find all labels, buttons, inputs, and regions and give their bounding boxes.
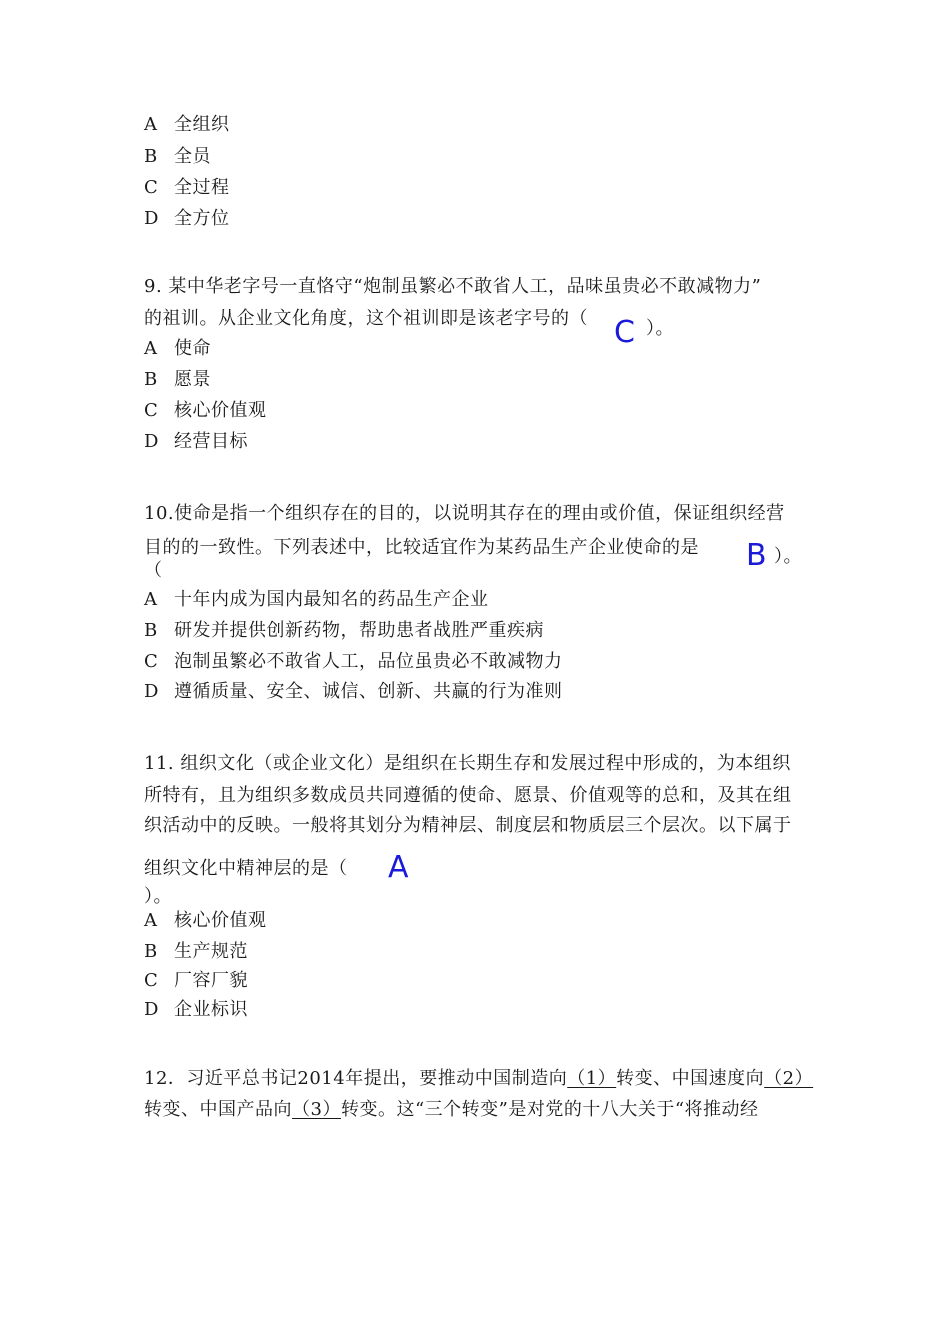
option-text: 核心价值观 (174, 910, 267, 931)
option-text: 遵循质量、安全、诚信、创新、共赢的行为准则 (174, 681, 563, 702)
q11-stem-line1: 11. 组织文化（或企业文化）是组织在长期生存和发展过程中形成的，为本组织 (144, 753, 791, 774)
q8-option-a (144, 114, 230, 136)
q9-handwritten-answer: C (614, 315, 635, 350)
q9-stem-line2-end: ）。 (646, 318, 674, 339)
q8-option-c (144, 177, 230, 199)
option-text: 生产规范 (174, 941, 248, 962)
option-letter: B (144, 146, 158, 167)
option-letter: A (144, 338, 158, 359)
option-text: 愿景 (174, 369, 211, 390)
q10-option-c (144, 651, 563, 673)
option-letter: B (144, 620, 158, 641)
q10-option-b (144, 620, 544, 642)
option-letter: C (144, 970, 159, 991)
q9-option-c (144, 400, 267, 422)
option-text: 全员 (174, 146, 211, 167)
option-text: 核心价值观 (174, 400, 267, 421)
q12-stem-line2 (144, 1099, 759, 1121)
q11-option-d (144, 999, 248, 1021)
option-text: 全方位 (174, 208, 230, 229)
q10-option-d (144, 681, 563, 703)
q11-handwritten-answer: A (388, 850, 409, 885)
q12-text: 12．习近平总书记2014年提出，要推动中国制造向 (144, 1068, 568, 1089)
q12-blank-1: （1） (567, 1068, 617, 1089)
q10-stem-line1: 10.使命是指一个组织存在的目的，以说明其存在的理由或价值，保证组织经营 (144, 503, 785, 524)
option-text: 厂容厂貌 (174, 970, 248, 991)
option-text: 泡制虽繁必不敢省人工，品位虽贵必不敢减物力 (174, 651, 563, 672)
q12-text: 转变、中国速度向 (616, 1068, 765, 1089)
option-text: 使命 (174, 338, 211, 359)
option-letter: D (144, 999, 159, 1020)
option-text: 企业标识 (174, 999, 248, 1020)
option-letter: C (144, 651, 159, 672)
q9-option-b (144, 369, 211, 391)
q10-stem-line2-end: ）。 (774, 546, 802, 567)
q11-stem-line3: 织活动中的反映。一般将其划分为精神层、制度层和物质层三个层次。以下属于 (144, 815, 792, 836)
q11-stem-line5: ）。 (144, 886, 172, 907)
option-letter: A (144, 114, 158, 135)
option-letter: C (144, 177, 159, 198)
option-text: 全过程 (174, 177, 230, 198)
q12-text: 转变、中国产品向 (144, 1099, 292, 1120)
q12-text: 转变。这“三个转变”是对党的十八大关于“将推动经 (340, 1099, 759, 1120)
q10-stem-line2: 目的的一致性。下列表述中，比较适宜作为某药品生产企业使命的是 (144, 537, 699, 558)
option-text: 全组织 (174, 114, 230, 135)
q11-option-c (144, 970, 248, 992)
q9-stem-line2: 的祖训。从企业文化角度，这个祖训即是该老字号的（ (144, 308, 588, 329)
q12-blank-2: （2） (764, 1068, 814, 1089)
q10-stem-line3: （ (144, 560, 163, 581)
option-letter: A (144, 589, 158, 610)
q8-option-b (144, 146, 211, 168)
q11-option-a (144, 910, 267, 932)
option-text: 经营目标 (174, 431, 248, 452)
option-letter: B (144, 369, 158, 390)
option-letter: D (144, 431, 159, 452)
option-letter: B (144, 941, 158, 962)
option-text: 十年内成为国内最知名的药品生产企业 (174, 589, 489, 610)
q12-blank-3: （3） (292, 1099, 341, 1120)
q8-option-d (144, 208, 230, 230)
q10-handwritten-answer: B (746, 538, 767, 573)
option-letter: D (144, 208, 159, 229)
option-letter: D (144, 681, 159, 702)
q9-stem-line1: 9. 某中华老字号一直恪守“炮制虽繁必不敢省人工，品味虽贵必不敢减物力” (144, 276, 762, 297)
q11-stem-line4: 组织文化中精神层的是（ (144, 858, 348, 879)
option-letter: C (144, 400, 159, 421)
q11-stem-line2: 所特有，且为组织多数成员共同遵循的使命、愿景、价值观等的总和，及其在组 (144, 785, 792, 806)
option-text: 研发并提供创新药物，帮助患者战胜严重疾病 (174, 620, 544, 641)
q11-option-b (144, 941, 248, 963)
q9-option-a (144, 338, 211, 360)
q10-option-a (144, 589, 489, 611)
option-letter: A (144, 910, 158, 931)
q12-stem-line1 (144, 1068, 813, 1090)
q9-option-d (144, 431, 248, 453)
